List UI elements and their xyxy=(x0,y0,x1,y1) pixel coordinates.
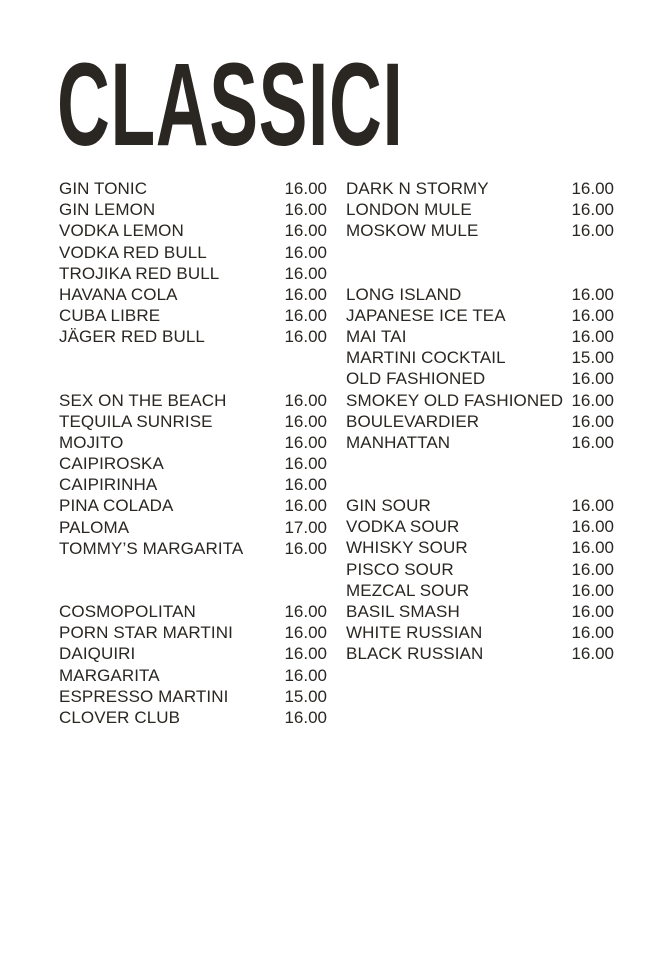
menu-item-name: LONG ISLAND xyxy=(346,284,462,304)
menu-item-name: LONDON MULE xyxy=(346,200,472,220)
menu-item xyxy=(346,390,614,411)
menu-item xyxy=(59,601,327,622)
menu-item-name: JÄGER RED BULL xyxy=(59,327,205,347)
menu-item-price: 16.00 xyxy=(284,284,327,304)
menu-item xyxy=(346,368,614,389)
menu-section xyxy=(59,390,327,560)
menu-item-price: 16.00 xyxy=(284,221,327,241)
menu-column-left xyxy=(59,178,327,770)
menu-item xyxy=(59,622,327,643)
menu-item xyxy=(59,242,327,263)
menu-item xyxy=(59,411,327,432)
menu-item-price: 16.00 xyxy=(284,179,327,198)
menu-item-price: 16.00 xyxy=(571,602,614,621)
menu-item-name: COSMOPOLITAN xyxy=(59,602,196,621)
menu-item-price: 16.00 xyxy=(571,559,614,579)
menu-item xyxy=(59,453,327,474)
menu-item xyxy=(59,326,327,347)
menu-item-name: PINA COLADA xyxy=(59,496,174,516)
menu-item-price: 16.00 xyxy=(284,411,327,431)
menu-item-price: 16.00 xyxy=(571,305,614,325)
menu-item xyxy=(346,643,614,664)
menu-item-price: 16.00 xyxy=(571,326,614,346)
menu-section xyxy=(346,178,614,242)
menu-item-name: VODKA LEMON xyxy=(59,221,184,241)
menu-item-name: WHISKY SOUR xyxy=(346,538,468,558)
page-title: CLASSICI xyxy=(57,39,404,171)
menu-item-price: 16.00 xyxy=(284,623,327,643)
menu-item-name: MARTINI COCKTAIL xyxy=(346,348,506,368)
menu-item-price: 16.00 xyxy=(284,242,327,262)
menu-item-price: 16.00 xyxy=(284,327,327,347)
menu-item xyxy=(346,178,614,199)
menu-item-name: OLD FASHIONED xyxy=(346,369,486,389)
menu-section xyxy=(59,178,327,348)
menu-item xyxy=(59,686,327,707)
menu-item-name: CLOVER CLUB xyxy=(59,707,181,727)
menu-item xyxy=(346,601,614,622)
menu-item-name: MANHATTAN xyxy=(346,432,451,452)
menu-item-name: DAIQUIRI xyxy=(59,644,136,664)
menu-item xyxy=(346,432,614,453)
menu-item-price: 16.00 xyxy=(571,369,614,389)
menu-item-name: MOSKOW MULE xyxy=(346,221,479,241)
menu-item-price: 16.00 xyxy=(571,623,614,643)
menu-item xyxy=(59,707,327,728)
menu-item-name: DARK N STORMY xyxy=(346,179,489,198)
menu-item-name: BLACK RUSSIAN xyxy=(346,644,484,664)
menu-item-name: BOULEVARDIER xyxy=(346,411,480,431)
menu-item-name: VODKA SOUR xyxy=(346,517,460,537)
menu-item-name: VODKA RED BULL xyxy=(59,242,207,262)
menu-item-name: WHITE RUSSIAN xyxy=(346,623,483,643)
menu-item xyxy=(59,432,327,453)
menu-item-price: 17.00 xyxy=(284,517,327,537)
menu-item xyxy=(59,284,327,305)
menu-item-price: 16.00 xyxy=(284,454,327,474)
menu-item-price: 16.00 xyxy=(284,306,327,326)
menu-section xyxy=(59,601,327,728)
menu-item-price: 16.00 xyxy=(571,496,614,516)
menu-item-name: MOJITO xyxy=(59,432,124,452)
menu-item-name: PALOMA xyxy=(59,517,130,537)
menu-item-price: 16.00 xyxy=(284,200,327,220)
menu-item xyxy=(59,199,327,220)
menu-item-name: MEZCAL SOUR xyxy=(346,580,470,600)
menu-item-price: 16.00 xyxy=(284,707,327,727)
menu-item-name: CUBA LIBRE xyxy=(59,306,161,326)
menu-item-price: 16.00 xyxy=(571,517,614,537)
menu-item-price: 16.00 xyxy=(284,602,327,621)
menu-item-price: 16.00 xyxy=(284,390,327,410)
menu-item xyxy=(346,559,614,580)
menu-item-name: TEQUILA SUNRISE xyxy=(59,411,213,431)
menu-item xyxy=(59,538,327,559)
menu-item-name: GIN LEMON xyxy=(59,200,156,220)
menu-item-name: ESPRESSO MARTINI xyxy=(59,686,229,706)
menu-item-name: TROJIKA RED BULL xyxy=(59,263,220,283)
menu-item-price: 16.00 xyxy=(284,644,327,664)
menu-item xyxy=(346,516,614,537)
menu-item-price: 16.00 xyxy=(571,390,614,410)
menu-item-name: JAPANESE ICE TEA xyxy=(346,305,506,325)
menu-item-name: SMOKEY OLD FASHIONED xyxy=(346,390,564,410)
menu-item xyxy=(346,622,614,643)
menu-item-name: HAVANA COLA xyxy=(59,284,178,304)
menu-item xyxy=(59,665,327,686)
menu-item-name: GIN TONIC xyxy=(59,179,148,198)
menu-item-price: 16.00 xyxy=(571,432,614,452)
menu-item xyxy=(346,495,614,516)
menu-item-price: 15.00 xyxy=(284,686,327,706)
menu-item xyxy=(346,580,614,601)
menu-item-price: 16.00 xyxy=(571,580,614,600)
menu-item-name: PORN STAR MARTINI xyxy=(59,623,233,643)
menu-item-name: TOMMY’S MARGARITA xyxy=(59,538,244,558)
menu-item-price: 16.00 xyxy=(284,432,327,452)
menu-item-price: 16.00 xyxy=(571,179,614,198)
menu-item xyxy=(59,390,327,411)
menu-item-price: 16.00 xyxy=(571,221,614,241)
menu-item-name: CAIPIROSKA xyxy=(59,454,164,474)
menu-item xyxy=(59,178,327,199)
menu-item-name: MARGARITA xyxy=(59,665,160,685)
menu-item-name: SEX ON THE BEACH xyxy=(59,390,227,410)
menu-item-price: 16.00 xyxy=(284,665,327,685)
menu-item-name: GIN SOUR xyxy=(346,496,431,516)
menu-section xyxy=(346,284,614,454)
menu-item xyxy=(59,495,327,516)
menu-item xyxy=(59,474,327,495)
menu-item xyxy=(346,326,614,347)
menu-item-price: 16.00 xyxy=(571,200,614,220)
menu-item xyxy=(346,284,614,305)
menu-item xyxy=(59,263,327,284)
menu-column-right xyxy=(346,178,614,707)
menu-item-price: 16.00 xyxy=(571,411,614,431)
menu-item xyxy=(346,220,614,241)
menu-item xyxy=(346,537,614,558)
menu-item xyxy=(346,347,614,368)
menu-item xyxy=(59,643,327,664)
menu-section xyxy=(346,495,614,665)
menu-item-name: CAIPIRINHA xyxy=(59,475,158,495)
menu-item-price: 15.00 xyxy=(571,348,614,368)
menu-item-name: MAI TAI xyxy=(346,326,407,346)
menu-item-name: BASIL SMASH xyxy=(346,602,460,621)
menu-item xyxy=(346,411,614,432)
menu-item-price: 16.00 xyxy=(571,538,614,558)
menu-item xyxy=(346,199,614,220)
menu-item xyxy=(346,305,614,326)
menu-item-price: 16.00 xyxy=(571,284,614,304)
menu-item xyxy=(59,517,327,538)
menu-item xyxy=(59,305,327,326)
menu-item-price: 16.00 xyxy=(571,644,614,664)
menu-item-price: 16.00 xyxy=(284,263,327,283)
menu-item-price: 16.00 xyxy=(284,538,327,558)
menu-item xyxy=(59,220,327,241)
menu-item-price: 16.00 xyxy=(284,496,327,516)
menu-item-name: PISCO SOUR xyxy=(346,559,454,579)
menu-item-price: 16.00 xyxy=(284,475,327,495)
